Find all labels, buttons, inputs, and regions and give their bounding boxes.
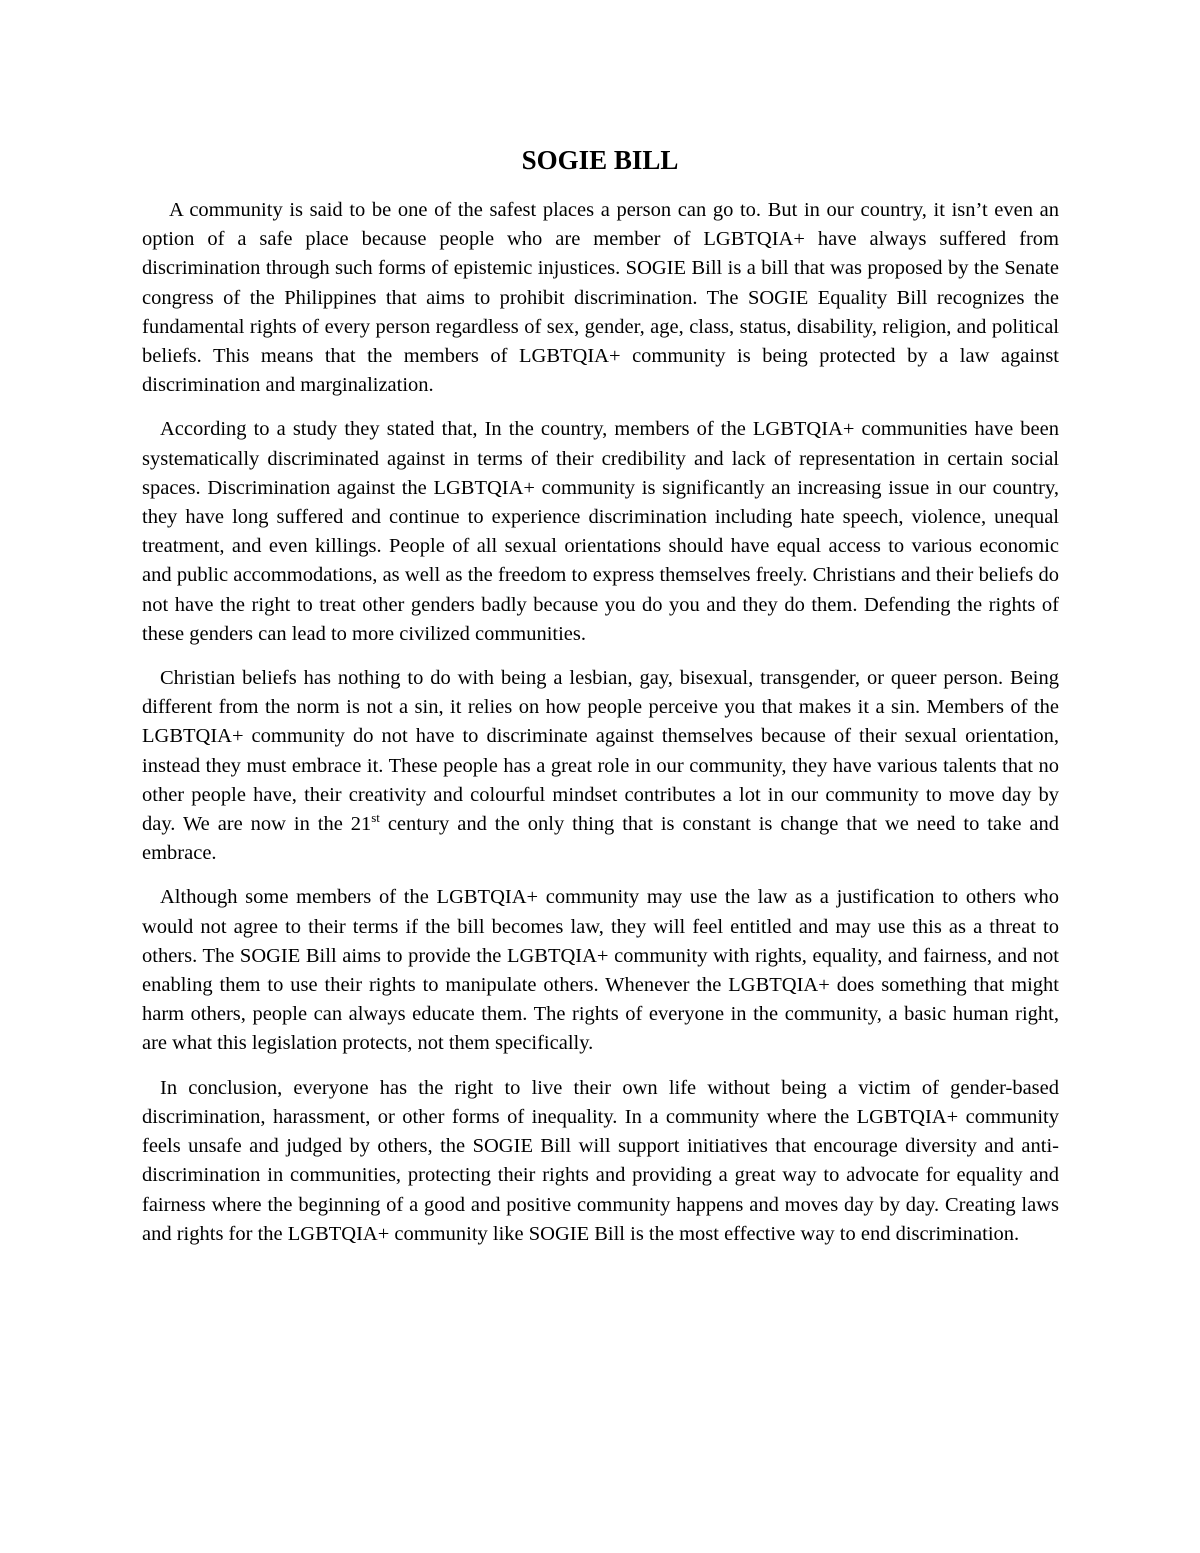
document-title: SOGIE BILL (521, 145, 679, 175)
paragraph-3-text-after: century and the only thing that is constant is change that we need to take and embrace. (142, 813, 1059, 865)
ordinal-superscript: st (371, 810, 380, 826)
paragraph-2: According to a study they stated that, In the country, members of the LGBTQIA+ communities have been systematically discriminated against in terms of their credibility and lack of representation in certain social spaces. Discrimination against the LGBTQIA+ community is significantly an increasing issue in our country, they have long suffered and continue to experience discrimination including hate speech, violence, unequal treatment, and even killings. People of all sexual orientations should have equal access to various economic and public accommodations, as well as the freedom to express themselves freely. Christians and their beliefs do not have the right to treat other genders badly because you do you and they do them. Defending the rights of these genders can lead to more civilized communities. (142, 418, 1059, 645)
paragraph-4: Although some members of the LGBTQIA+ community may use the law as a justification to others who would not agree to their terms if the bill becomes law, they will feel entitled and may use this as a threat to others. The SOGIE Bill aims to provide the LGBTQIA+ community with rights, equality, and fairness, and not enabling them to use their rights to manipulate others. Whenever the LGBTQIA+ does something that might harm others, people can always educate them. The rights of everyone in the community, a basic human right, are what this legislation protects, not them specifically. (142, 886, 1059, 1055)
paragraph-5: In conclusion, everyone has the right to live their own life without being a victim of gender-based discrimination, harassment, or other forms of inequality. In a community where the LGBTQIA+ community feels unsafe and judged by others, the SOGIE Bill will support initiatives that encourage diversity and anti-discrimination in communities, protecting their rights and providing a great way to advocate for equality and fairness where the beginning of a good and positive community happens and moves day by day. Creating laws and rights for the LGBTQIA+ community like SOGIE Bill is the most effective way to end discrimination. (142, 1076, 1059, 1245)
document-body (142, 196, 1059, 1264)
paragraph-1: A community is said to be one of the safest places a person can go to. But in our country, it isn’t even an option of a safe place because people who are member of LGBTQIA+ have always suffered from discrimination through such forms of epistemic injustices. SOGIE Bill is a bill that was proposed by the Senate congress of the Philippines that aims to prohibit discrimination. The SOGIE Equality Bill recognizes the fundamental rights of every person regardless of sex, gender, age, class, status, disability, religion, and political beliefs. This means that the members of LGBTQIA+ community is being protected by a law against discrimination and marginalization. (142, 199, 1059, 397)
paragraph-3 (142, 664, 1059, 868)
paragraph-3-text-before: Christian beliefs has nothing to do with being a lesbian, gay, bisexual, transgender, or queer person. Being different from the norm is not a sin, it relies on how people perceive you that makes it a sin. Members of the LGBTQIA+ community do not have to discriminate against themselves because of their sexual orientation, instead they must embrace it. These people has a great role in our community, they have various talents that no other people have, their creativity and colourful mindset contributes a lot in our community to move day by day. We are now in the 21 (142, 667, 1059, 836)
